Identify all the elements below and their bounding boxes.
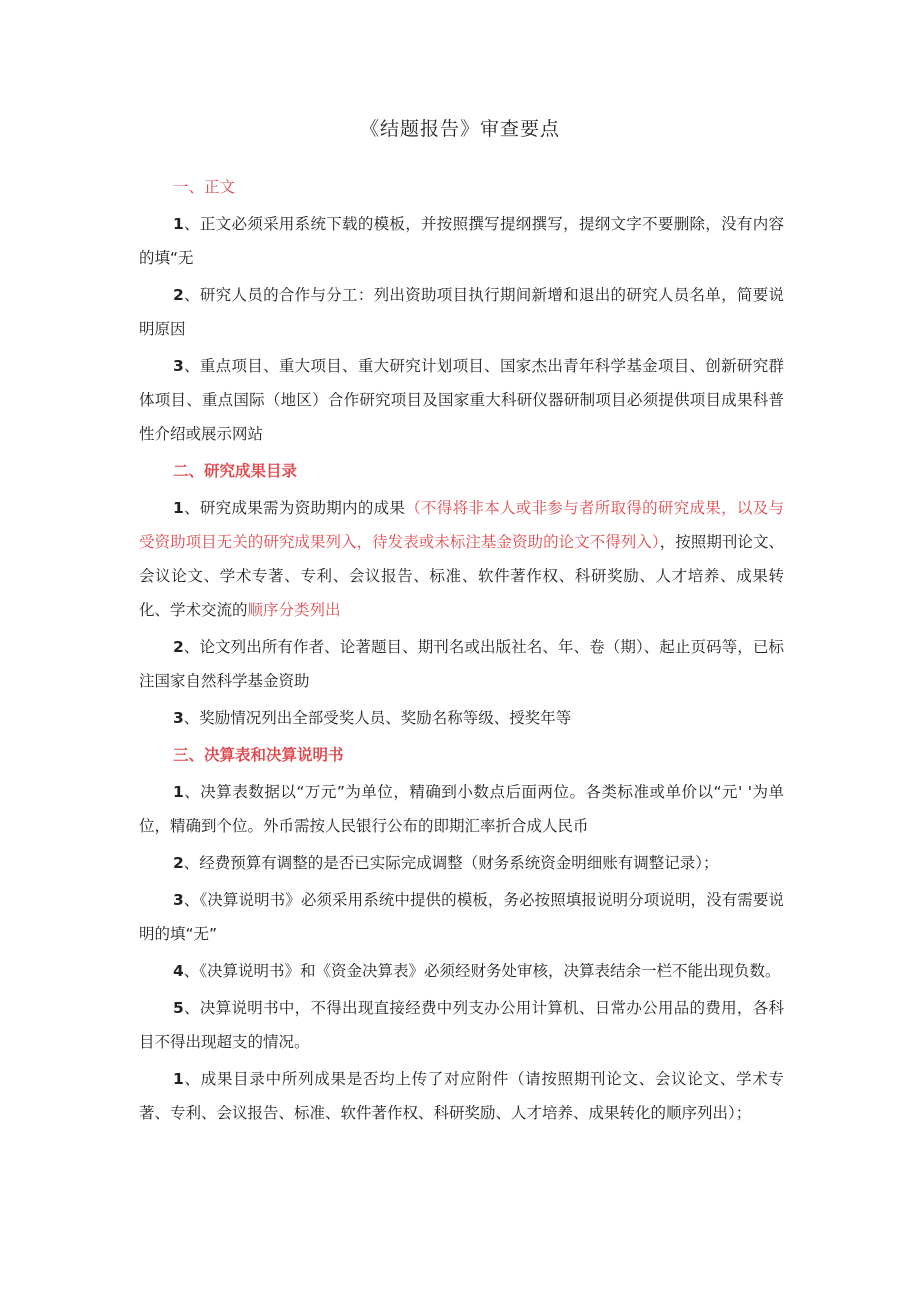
list-item — [139, 846, 784, 880]
item-number: 3 — [173, 709, 184, 727]
item-number: 2 — [173, 854, 184, 872]
item-text: 、决算表数据以“万元”为单位，精确到小数点后面两位。各类标准或单价以“元' '为单位，精确到个位。外币需按人民银行公布的即期汇率折合成人民币 — [139, 783, 784, 835]
item-text: 、研究人员的合作与分工：列出资助项目执行期间新增和退出的研究人员名单，简要说明原因 — [139, 286, 784, 338]
item-text: 、论文列出所有作者、论著题目、期刊名或出版社名、年、卷（期）、起止页码等，已标注国家自然科学基金资助 — [139, 638, 784, 690]
highlighted-text: （不得将非本人或非参与者所取得的研究成果，以及与受资助项目无关的研究成果列入，待发表或未标注基金资助的论文不得列入） — [139, 499, 784, 551]
item-text: 、《决算说明书》和《资金决算表》必须经财务处审核，决算表结余一栏不能出现负数。 — [183, 962, 781, 980]
item-text: ，按照期刊论文、会议论文、学术专著、专利、会议报告、标准、软件著作权、科研奖励、人才培养、成果转化、学术交流的 — [139, 533, 784, 619]
item-text: 、决算说明书中，不得出现直接经费中列支办公用计算机、日常办公用品的费用，各科目不得出现超支的情况。 — [139, 999, 784, 1051]
item-number: 1 — [173, 499, 184, 517]
list-item — [139, 207, 784, 275]
item-number: 5 — [173, 999, 184, 1017]
item-number: 2 — [173, 286, 184, 304]
item-number: 3 — [173, 891, 184, 909]
list-item — [139, 630, 784, 698]
list-item — [139, 991, 784, 1059]
item-number: 1 — [173, 783, 184, 801]
list-item — [139, 491, 784, 627]
item-text: 、奖励情况列出全部受奖人员、奖励名称等级、授奖年等 — [183, 709, 572, 727]
section-heading: 一、正文 — [173, 178, 236, 196]
document-title: 《结题报告》审查要点 — [359, 118, 560, 140]
item-text: 、《决算说明书》必须采用系统中提供的模板，务必按照填报说明分项说明，没有需要说明的填“无” — [139, 891, 784, 943]
item-text: 、成果目录中所列成果是否均上传了对应附件（请按照期刊论文、会议论文、学术专著、专利、会议报告、标准、软件著作权、科研奖励、人才培养、成果转化的顺序列出）； — [139, 1070, 784, 1122]
item-text: 、正文必须采用系统下载的模板，并按照撰写提纲撰写，提纲文字不要删除，没有内容的填“无 — [139, 215, 784, 267]
item-number: 1 — [173, 1070, 184, 1088]
item-number: 4 — [173, 962, 184, 980]
item-text: 、研究成果需为资助期内的成果 — [183, 499, 406, 517]
item-number: 1 — [173, 215, 184, 233]
list-item — [139, 701, 784, 735]
list-item — [139, 1062, 784, 1130]
list-item — [139, 278, 784, 346]
section-heading: 二、研究成果目录 — [173, 462, 298, 480]
item-text: 、经费预算有调整的是否已实际完成调整（财务系统资金明细账有调整记录）； — [183, 854, 719, 872]
item-number: 2 — [173, 638, 184, 656]
section-heading: 三、决算表和决算说明书 — [173, 746, 344, 764]
item-text: 、重点项目、重大项目、重大研究计划项目、国家杰出青年科学基金项目、创新研究群体项目、重点国际（地区）合作研究项目及国家重大科研仪器研制项目必须提供项目成果科普性介绍或展示网站 — [139, 357, 784, 443]
list-item — [139, 349, 784, 451]
document-body — [139, 170, 784, 1133]
list-item — [139, 883, 784, 951]
list-item — [139, 954, 784, 988]
list-item — [139, 775, 784, 843]
item-number: 3 — [173, 357, 184, 375]
highlighted-text: 顺序分类列出 — [247, 601, 341, 619]
